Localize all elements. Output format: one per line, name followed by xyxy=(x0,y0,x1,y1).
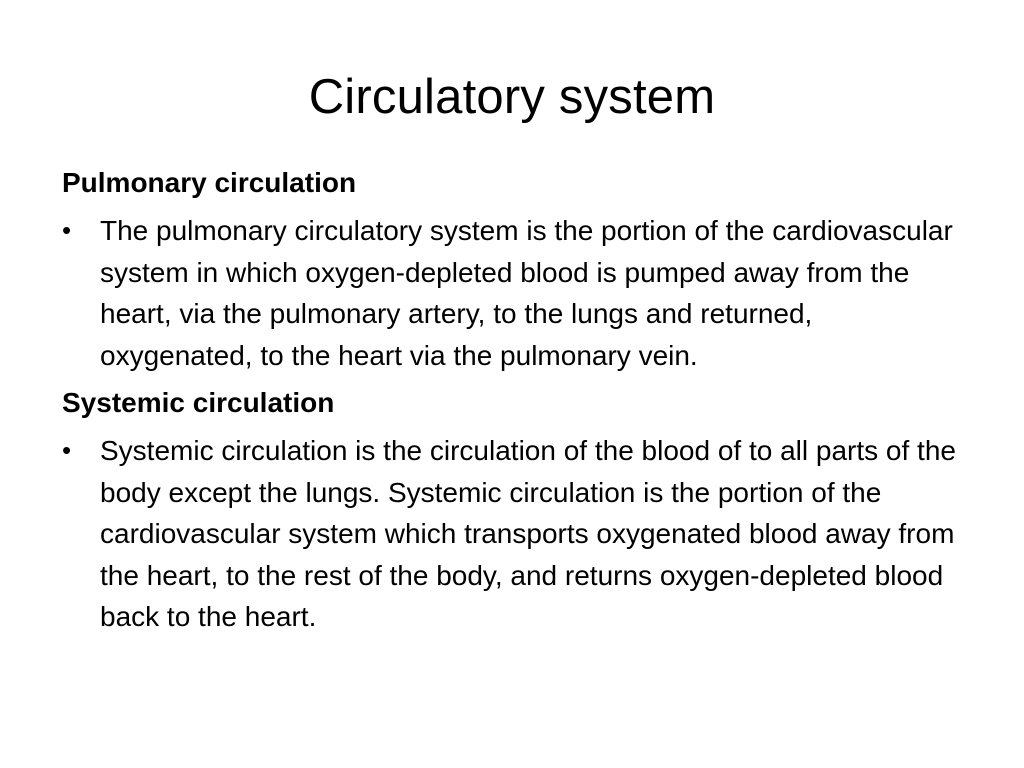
slide-title: Circulatory system xyxy=(308,70,716,124)
section-systemic-circulation xyxy=(62,382,972,638)
bullet-icon: • xyxy=(62,435,72,465)
bullet-text: Systemic circulation is the circulation of the blood of to all parts of the body except the lungs. Systemic circulation is the portion of the cardiovascular system which transports oxygenated blood away from the heart, to the rest of the body, and returns oxygen-depleted blood back to the heart. xyxy=(100,435,956,632)
section-pulmonary-circulation xyxy=(62,162,972,376)
slide-content xyxy=(62,162,972,644)
bullet-icon: • xyxy=(62,215,72,245)
section-heading: Systemic circulation xyxy=(62,387,335,418)
bullet-item xyxy=(62,430,972,638)
bullet-text: The pulmonary circulatory system is the portion of the cardiovascular system in which oxygen-depleted blood is pumped away from the heart, via the pulmonary artery, to the lungs and returned, oxygenated, to the heart via the pulmonary vein. xyxy=(100,215,953,371)
section-heading: Pulmonary circulation xyxy=(62,167,357,198)
bullet-item xyxy=(62,210,972,376)
